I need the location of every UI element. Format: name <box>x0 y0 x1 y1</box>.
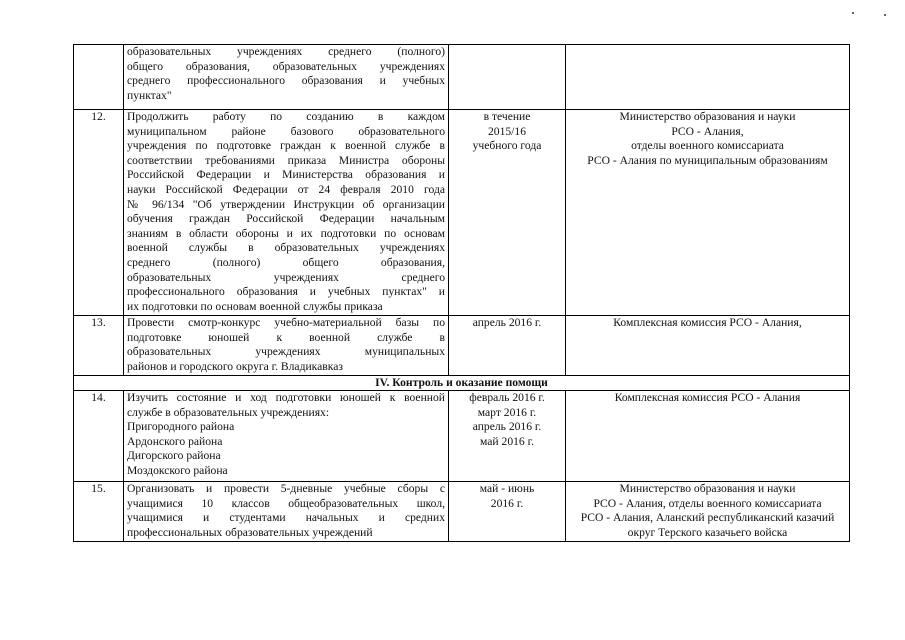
task-line: общего образования, образовательных учреждениях <box>127 59 445 73</box>
term-cell <box>449 391 566 482</box>
table-row <box>74 110 850 316</box>
plan-table <box>73 44 850 542</box>
task-line: профессиональных образовательных учреждений <box>127 525 373 539</box>
responsible-line: РСО - Алания по муниципальным образованиям <box>587 153 828 167</box>
responsible-line: округ Терского казачьего войска <box>627 525 788 539</box>
task-line: соответствии требованиями приказа Министра обороны <box>127 153 445 167</box>
task-list-item: Моздокского района <box>127 463 228 477</box>
task-cell <box>124 110 449 316</box>
task-line: среднего (полного) общего образования, <box>127 255 445 269</box>
responsible-cell <box>566 316 850 376</box>
responsible-line: Комплексная комиссия РСО - Алания, <box>613 316 802 329</box>
task-cell <box>124 45 449 110</box>
responsible-line: Комплексная комиссия РСО - Алания <box>614 391 801 404</box>
task-line: Провести смотр-конкурс учебно-материальной базы по <box>127 316 445 329</box>
term-line: март 2016 г. <box>477 405 537 419</box>
responsible-line: Министерство образования и науки <box>619 482 796 495</box>
responsible-cell <box>566 391 850 482</box>
scan-speck <box>884 14 886 16</box>
task-line: Продолжить работу по созданию в каждом <box>127 110 445 123</box>
task-line: подготовке юношей к военной службе в <box>127 330 445 344</box>
task-line: пунктах" <box>127 88 172 102</box>
task-line: учащимися 10 классов общеобразовательных школ, <box>127 496 445 510</box>
responsible-cell <box>566 110 850 316</box>
task-line: профессионального образования и учебных пунктах" и <box>127 285 445 299</box>
term-cell <box>449 110 566 316</box>
task-list-item: Пригородного района <box>127 420 235 434</box>
task-line: учащимися и студентами начальных и средних <box>127 511 445 525</box>
task-line: военной службы в образовательных учреждениях <box>127 241 445 255</box>
term-line: апрель 2016 г. <box>472 420 542 434</box>
term-line: май 2016 г. <box>480 434 534 448</box>
term-line: в течение <box>483 110 531 123</box>
term-cell <box>449 482 566 542</box>
section-title: IV. Контроль и оказание помощи <box>74 376 850 391</box>
responsible-cell <box>566 45 850 110</box>
term-line: 2015/16 <box>487 124 526 138</box>
term-line: май - июнь <box>479 482 535 495</box>
table-row <box>74 45 850 110</box>
term-line: февраль 2016 г. <box>469 391 545 404</box>
responsible-line: РСО - Алания, отделы военного комиссариата <box>593 496 822 510</box>
task-line: образовательных учреждениях муниципальных <box>127 345 445 359</box>
task-line: Изучить состояние и ход подготовки юношей к военной <box>127 391 445 404</box>
row-number: 14. <box>74 391 124 482</box>
table-row <box>74 316 850 376</box>
task-line: учреждения по подготовке граждан к военной службе в <box>127 139 445 153</box>
responsible-line: Министерство образования и науки <box>619 110 796 123</box>
task-line: среднего профессионального образования и учебных <box>127 74 445 88</box>
task-line: № 96/134 "Об утверждении Инструкции об организации <box>127 197 445 211</box>
term-line: учебного года <box>472 139 542 153</box>
task-line: Российской Федерации и Министерства образования и <box>127 168 445 182</box>
task-cell <box>124 482 449 542</box>
responsible-line: отделы военного комиссариата <box>631 139 784 153</box>
scan-speck <box>852 12 854 14</box>
table-row <box>74 391 850 482</box>
task-list-item: Ардонского района <box>127 434 223 448</box>
task-line: знаниям в области обороны и их подготовки по основам <box>127 226 445 240</box>
task-line: их подготовки по основам военной службы приказа <box>127 299 383 313</box>
row-number <box>74 45 124 110</box>
responsible-line: РСО - Алания, <box>671 124 744 138</box>
task-line: образовательных учреждениях среднего <box>127 270 445 284</box>
table-row <box>74 482 850 542</box>
term-line: апрель 2016 г. <box>472 316 542 329</box>
task-line: образовательных учреждениях среднего (полного) <box>127 45 445 58</box>
term-line: 2016 г. <box>490 496 524 510</box>
task-line: Организовать и провести 5-дневные учебные сборы с <box>127 482 445 495</box>
task-line: районов и городского округа г. Владикавказ <box>127 359 343 373</box>
section-header-row <box>74 376 850 391</box>
row-number: 13. <box>74 316 124 376</box>
row-number: 12. <box>74 110 124 316</box>
task-line: службе в образовательных учреждениях: <box>127 405 330 419</box>
term-cell <box>449 45 566 110</box>
task-cell <box>124 391 449 482</box>
task-line: науки Российской Федерации от 24 февраля 2010 года <box>127 182 445 196</box>
task-cell <box>124 316 449 376</box>
responsible-line: РСО - Алания, Аланский республиканский казачий <box>580 511 835 525</box>
task-line: обучения граждан Российской Федерации начальным <box>127 212 445 226</box>
responsible-cell <box>566 482 850 542</box>
term-cell <box>449 316 566 376</box>
row-number: 15. <box>74 482 124 542</box>
task-list-item: Дигорского района <box>127 449 221 463</box>
task-line: муниципальном районе базового образовательного <box>127 124 445 138</box>
